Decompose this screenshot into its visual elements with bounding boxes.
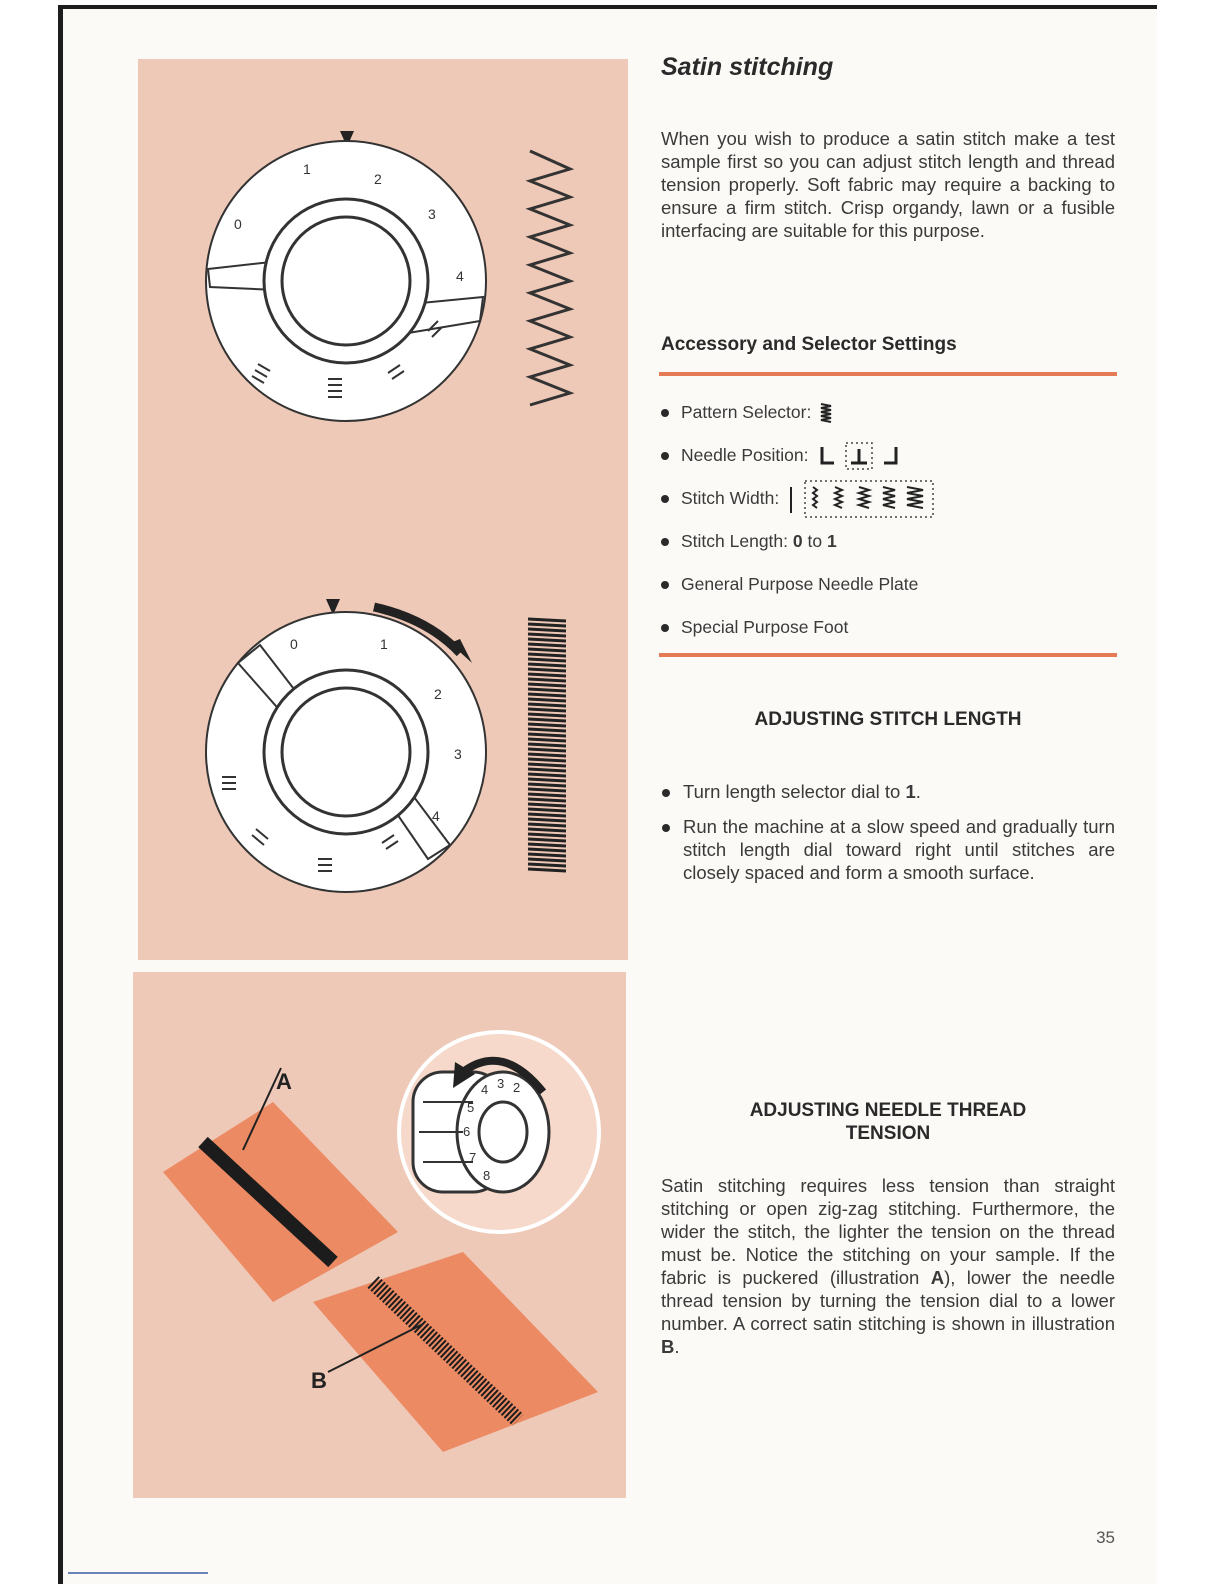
- bullet-icon: [661, 409, 669, 417]
- tension-paragraph: [661, 1174, 1115, 1358]
- dial-number: 0: [290, 636, 298, 652]
- setting-label: Special Purpose Foot: [681, 617, 849, 637]
- list-item: [661, 606, 1115, 649]
- fabric-sample-a: [163, 1102, 398, 1302]
- bullet-icon: [661, 495, 669, 503]
- setting-text: to: [807, 531, 823, 551]
- tension-number: 3: [497, 1076, 505, 1091]
- dial-number: 4: [432, 808, 440, 824]
- dial-number: 0: [234, 216, 242, 232]
- length-dial-after: [206, 599, 486, 892]
- bullet-icon: [662, 824, 670, 832]
- stitch-length-dials-illustration: [138, 59, 628, 960]
- dial-number: 4: [456, 268, 464, 284]
- dial-number: 2: [374, 171, 382, 187]
- step-text: Turn length selector dial to: [683, 781, 901, 802]
- list-item: [661, 434, 1115, 477]
- intro-paragraph: When you wish to produce a satin stitch make a test sample first so you can adjust stitch length and thread tension properly. Soft fabric may require a backing to ensure a firm stitch. Crisp organdy, lawn or a fusible interfacing are suitable for this purpose.: [661, 128, 1115, 241]
- setting-label: Stitch Width:: [681, 488, 780, 508]
- stitch-width-icon: [787, 479, 937, 519]
- needle-position-icon: [816, 441, 906, 471]
- page-number: 35: [1096, 1528, 1115, 1547]
- step-text: Run the machine at a slow speed and gradually turn stitch length dial toward right until stitches are closely spaced and form a smooth surface.: [683, 816, 1115, 883]
- callout-b: B: [311, 1368, 327, 1393]
- tension-illustration-panel: [133, 972, 626, 1498]
- dial-number: 1: [303, 161, 311, 177]
- tension-dial: [413, 1061, 549, 1192]
- figure-reference: B: [661, 1336, 675, 1357]
- list-item: [661, 391, 1115, 434]
- list-item: [661, 780, 1115, 803]
- bullet-icon: [661, 624, 669, 632]
- tension-heading: [661, 1099, 1115, 1145]
- footer-line: [68, 1572, 208, 1574]
- paragraph-text: Satin stitching requires less tension than straight stitching or open zig-zag stitching. Furthermore, the wider the stitch, the lighter the tension on the thread must be. Notice the stitching on your sample. If the fabric is puckered (illustration: [661, 1175, 1115, 1288]
- settings-heading: Accessory and Selector Settings: [661, 334, 957, 355]
- paragraph-text: .: [674, 1336, 680, 1357]
- settings-list: [661, 391, 1115, 649]
- bullet-icon: [661, 581, 669, 589]
- setting-label: Stitch Length:: [681, 531, 789, 551]
- callout-a: A: [276, 1069, 292, 1094]
- section-divider: [659, 653, 1117, 657]
- tension-number: 7: [469, 1150, 477, 1165]
- dial-number: 1: [380, 636, 388, 652]
- bullet-icon: [661, 538, 669, 546]
- tension-number: 8: [483, 1168, 491, 1183]
- setting-value: 1: [827, 531, 837, 551]
- setting-label: Pattern Selector:: [681, 402, 812, 422]
- page-title: Satin stitching: [661, 53, 834, 81]
- list-item: [661, 520, 1115, 563]
- setting-value: 0: [792, 531, 803, 551]
- figure-reference: A: [930, 1267, 945, 1288]
- paragraph-text: ), lower the needle thread tension by turning the tension dial to a lower number. A correct satin stitching is shown in illustration: [661, 1267, 1116, 1334]
- list-item: [661, 815, 1115, 884]
- bullet-icon: [662, 789, 670, 797]
- satin-stitch-sample: [528, 619, 566, 871]
- section-divider: [659, 372, 1117, 376]
- bullet-icon: [661, 452, 669, 460]
- dial-number: 3: [428, 206, 436, 222]
- tension-number: 6: [463, 1124, 471, 1139]
- step-text: .: [915, 781, 921, 802]
- step-value: 1: [905, 781, 916, 802]
- tension-illustration: [133, 972, 626, 1498]
- stitch-length-steps: [661, 780, 1115, 896]
- setting-label: General Purpose Needle Plate: [681, 574, 919, 594]
- zigzag-stitch-sample: [530, 151, 570, 405]
- heading-line: ADJUSTING NEEDLE THREAD: [749, 1100, 1027, 1121]
- length-dial-before: [206, 131, 486, 421]
- dial-number: 3: [454, 746, 462, 762]
- dial-number: 2: [434, 686, 442, 702]
- tension-number: 2: [513, 1080, 521, 1095]
- list-item: [661, 477, 1115, 520]
- tension-number: 5: [467, 1100, 475, 1115]
- list-item: [661, 563, 1115, 606]
- tension-number: 4: [481, 1082, 489, 1097]
- stitch-length-heading: ADJUSTING STITCH LENGTH: [754, 709, 1022, 730]
- stitch-length-illustration-panel: [138, 59, 628, 960]
- manual-page: [58, 5, 1157, 1584]
- heading-line: TENSION: [845, 1123, 931, 1144]
- satin-stitch-pattern-icon: [819, 402, 833, 424]
- setting-label: Needle Position:: [681, 445, 809, 465]
